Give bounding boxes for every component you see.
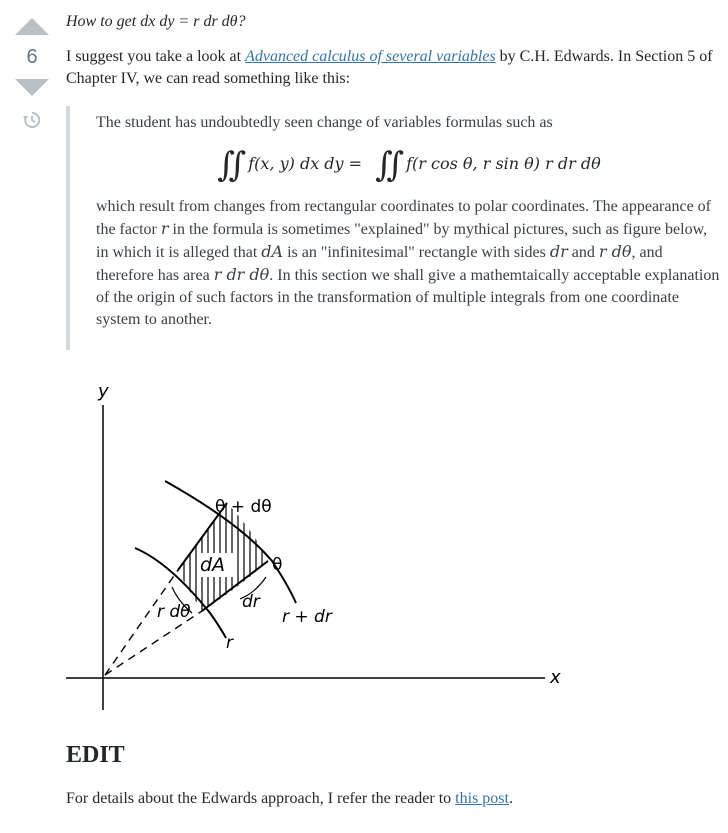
vote-score: 6 [26,46,38,68]
quote-text-f: . In this section we shall give a mathemtaically acceptable explanation of the origin of such factors in the transformation of multiple integrals from one coordinate system to another. [96,267,720,328]
quote-text-e: , and therefore has area [96,244,663,284]
intro-text-end: by C.H. Edwards. In Section 5 of Chapter IV, we can read something like this: [66,48,713,87]
edit-heading: EDIT [66,742,125,768]
intro-text: I suggest you take a look at [66,48,246,65]
math-dA: dA [261,242,284,261]
history-icon[interactable] [22,110,42,130]
quote-text-a: which result from changes from rectangular coordinates to polar coordinates. The appearance of the factor [96,198,712,238]
math-r-dtheta: r dθ [598,242,632,261]
label-r: r [226,633,233,653]
change-of-variables-formula [96,144,722,184]
double-integral-right: ∬ [375,144,395,185]
downvote-icon[interactable] [15,79,49,96]
vote-panel [10,14,54,130]
polar-coordinates-figure [60,375,580,720]
label-dA: dA [200,554,226,576]
intro-paragraph [66,46,722,90]
dashed-ray-upper [105,570,178,675]
label-theta-plus-dtheta: θ + dθ [215,497,272,517]
label-r-dtheta: r dθ [157,602,191,622]
double-integral-left: ∬ [217,144,237,185]
formula-left: f(x, y) dx dy = [248,154,363,173]
question-title: How to get dx dy = r dr dθ? [66,13,246,30]
this-post-link[interactable]: this post [455,790,509,807]
edit-text: For details about the Edwards approach, I refer the reader to [66,790,456,807]
formula-right: f(r cos θ, r sin θ) r dr dθ [406,154,601,173]
y-axis-label: y [98,381,109,402]
math-r: r [160,219,169,238]
label-r-plus-dr: r + dr [282,607,332,627]
quote-text-b: in the formula is sometimes "explained" by mythical pictures, such as figure below, in which it is alleged that [96,221,708,261]
answer-content [66,0,722,350]
edit-text-end: . [508,790,513,807]
quote-text-c: is an "infinitesimal" rectangle with sides [283,244,550,261]
blockquote [66,106,722,350]
label-theta: θ [272,555,283,575]
book-link[interactable]: Advanced calculus of several variables [245,48,496,65]
quote-paragraph2 [96,196,722,331]
math-dr: dr [549,242,568,261]
upvote-icon[interactable] [15,18,49,35]
math-r-dr-dtheta: r dr dθ [213,265,270,284]
edit-paragraph [66,788,513,810]
x-axis-label: x [550,667,561,688]
quote-line1: The student has undoubtedly seen change of variables formulas such as [96,114,553,131]
label-dr: dr [242,592,260,612]
quote-text-d: and [567,244,599,261]
